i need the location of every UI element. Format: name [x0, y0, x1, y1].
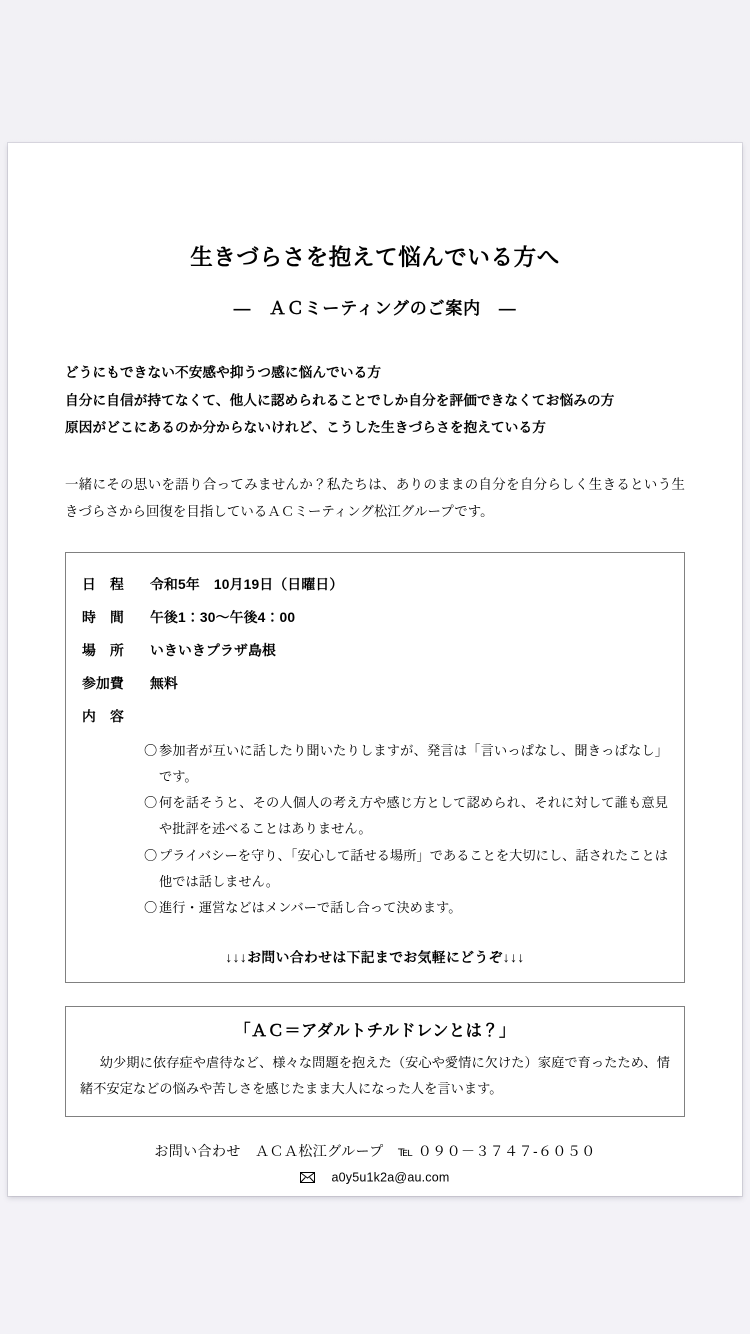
page-title: 生きづらさを抱えて悩んでいる方へ	[190, 245, 560, 270]
page-content	[8, 143, 742, 1196]
detail-label: 日 程	[82, 577, 124, 593]
circle-bullet-icon: 〇	[144, 847, 158, 863]
detail-row-fee	[82, 668, 668, 701]
circle-bullet-icon: 〇	[144, 900, 158, 916]
definition-title: 「ＡＣ＝アダルトチルドレンとは？」	[234, 1022, 516, 1041]
list-item-text: 参加者が互いに話したり聞いたりしますが、発言は「言いっぱなし、聞きっぱなし」です。	[159, 742, 668, 784]
content-bullet-list	[82, 734, 668, 922]
detail-row-place	[82, 635, 668, 668]
appeal-line: 自分に自信が持てなくて、他人に認められることでしか自分を評価できなくてお悩みの方	[65, 392, 615, 408]
detail-value: いきいきプラザ島根	[150, 643, 276, 659]
document-page	[8, 143, 742, 1196]
detail-label: 場 所	[82, 643, 124, 659]
detail-value: 無料	[150, 676, 178, 692]
contact-footer	[65, 1117, 685, 1187]
appeal-line: 原因がどこにあるのか分からないけれど、こうした生きづらさを抱えている方	[65, 419, 547, 435]
detail-row-date	[82, 569, 668, 602]
contact-callout: ↓↓↓お問い合わせは下記までお気軽にどうぞ↓↓↓	[225, 950, 525, 966]
definition-box	[65, 1006, 685, 1117]
detail-label: 参加費	[82, 676, 124, 692]
detail-value: 午後1：30～午後4：00	[150, 610, 296, 626]
detail-row-time	[82, 602, 668, 635]
list-item	[144, 790, 668, 842]
list-item-text: プライバシーを守り、「安心して話せる場所」であることを大切にし、話されたことは他では話しません。	[159, 847, 668, 889]
meeting-details-box	[65, 552, 685, 983]
appeal-list	[65, 319, 685, 441]
list-item	[144, 738, 668, 790]
contact-phone-line: お問い合わせ ＡＣＡ松江グループ ℡ ０９０－３７４７-６０５０	[154, 1142, 596, 1159]
envelope-icon	[300, 1172, 315, 1183]
page-subtitle: ― ＡＣミーティングのご案内 ―	[233, 299, 517, 318]
circle-bullet-icon: 〇	[144, 795, 158, 811]
detail-label: 時 間	[82, 610, 124, 626]
definition-body: 幼少期に依存症や虐待など、様々な問題を抱えた（安心や愛情に欠けた）家庭で育ったため、情緒不安定などの悩みや苦しさを感じたまま大人になった人を言います。	[80, 1055, 670, 1096]
list-item-text: 何を話そうと、その人個人の考え方や感じ方として認められ、それに対して誰も意見や批評を述べることはありません。	[159, 795, 668, 837]
intro-paragraph: 一緒にその思いを語り合ってみませんか？私たちは、ありのままの自分を自分らしく生きるという生きづらさから回復を目指しているＡＣミーティング松江グループです。	[65, 476, 685, 520]
detail-value: 令和5年 10月19日（日曜日）	[150, 577, 344, 593]
circle-bullet-icon: 〇	[144, 742, 158, 758]
email-address: a0y5u1k2a@au.com	[331, 1169, 450, 1184]
list-item-text: 進行・運営などはメンバーで話し合って決めます。	[159, 900, 462, 916]
contact-email-line	[65, 1162, 685, 1187]
list-item	[144, 843, 668, 895]
detail-row-content	[82, 701, 668, 734]
list-item	[144, 895, 668, 922]
appeal-line: どうにもできない不安感や抑うつ感に悩んでいる方	[65, 365, 382, 381]
detail-label: 内 容	[82, 709, 124, 725]
